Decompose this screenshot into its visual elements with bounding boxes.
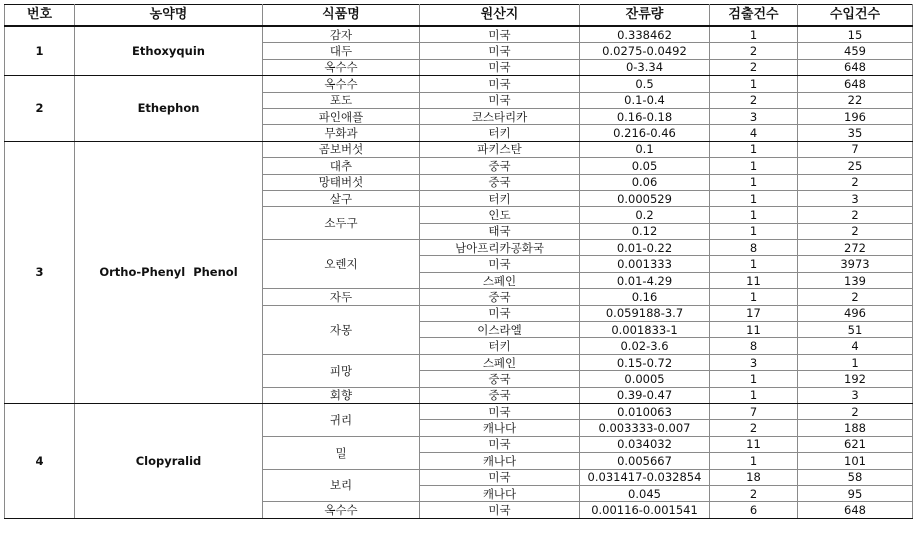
cell-food-name: 감자: [263, 26, 420, 43]
header-row: [5, 5, 913, 27]
cell-residue: 0.059188-3.7: [580, 305, 710, 321]
cell-origin: 스페인: [420, 272, 580, 288]
cell-detected-count: 1: [710, 207, 798, 223]
cell-detected-count: 11: [710, 322, 798, 338]
cell-detected-count: 7: [710, 403, 798, 419]
cell-import-count: 101: [798, 453, 913, 469]
cell-import-count: 58: [798, 469, 913, 485]
cell-origin: 미국: [420, 43, 580, 59]
cell-import-count: 139: [798, 272, 913, 288]
cell-pesticide-name: Clopyralid: [75, 403, 263, 518]
cell-residue: 0.01-0.22: [580, 240, 710, 256]
cell-residue: 0.15-0.72: [580, 354, 710, 370]
cell-residue: 0.031417-0.032854: [580, 469, 710, 485]
cell-import-count: 25: [798, 158, 913, 174]
cell-origin: 중국: [420, 158, 580, 174]
cell-import-count: 459: [798, 43, 913, 59]
cell-origin: 미국: [420, 26, 580, 43]
cell-food-name: 대두: [263, 43, 420, 59]
cell-residue: 0.5: [580, 76, 710, 92]
cell-origin: 캐나다: [420, 485, 580, 501]
cell-origin: 미국: [420, 436, 580, 452]
cell-residue: 0.1: [580, 141, 710, 157]
cell-origin: 중국: [420, 289, 580, 305]
cell-detected-count: 1: [710, 256, 798, 272]
cell-food-name: 망태버섯: [263, 174, 420, 190]
cell-food-name: 자몽: [263, 305, 420, 354]
cell-import-count: 648: [798, 76, 913, 92]
cell-residue: 0.02-3.6: [580, 338, 710, 354]
cell-detected-count: 2: [710, 485, 798, 501]
cell-import-count: 2: [798, 289, 913, 305]
cell-residue: 0.0005: [580, 371, 710, 387]
cell-food-name: 옥수수: [263, 59, 420, 75]
cell-residue: 0-3.34: [580, 59, 710, 75]
cell-detected-count: 1: [710, 141, 798, 157]
cell-origin: 중국: [420, 174, 580, 190]
cell-origin: 미국: [420, 403, 580, 419]
cell-origin: 터키: [420, 125, 580, 141]
cell-import-count: 1: [798, 354, 913, 370]
cell-food-name: 옥수수: [263, 76, 420, 92]
cell-import-count: 196: [798, 108, 913, 124]
cell-import-count: 648: [798, 59, 913, 75]
cell-import-count: 188: [798, 420, 913, 436]
cell-origin: 캐나다: [420, 453, 580, 469]
cell-number: 1: [5, 26, 75, 76]
cell-import-count: 2: [798, 403, 913, 419]
cell-residue: 0.00116-0.001541: [580, 502, 710, 518]
cell-food-name: 대추: [263, 158, 420, 174]
cell-import-count: 2: [798, 223, 913, 239]
cell-residue: 0.034032: [580, 436, 710, 452]
cell-residue: 0.216-0.46: [580, 125, 710, 141]
cell-origin: 미국: [420, 59, 580, 75]
cell-detected-count: 8: [710, 240, 798, 256]
cell-food-name: 곰보버섯: [263, 141, 420, 157]
cell-import-count: 51: [798, 322, 913, 338]
cell-detected-count: 1: [710, 289, 798, 305]
cell-detected-count: 2: [710, 420, 798, 436]
table-container: [4, 4, 913, 519]
cell-import-count: 4: [798, 338, 913, 354]
cell-detected-count: 2: [710, 59, 798, 75]
header-origin: 원산지: [420, 5, 580, 27]
cell-detected-count: 2: [710, 92, 798, 108]
cell-food-name: 소두구: [263, 207, 420, 240]
cell-detected-count: 1: [710, 371, 798, 387]
cell-food-name: 피망: [263, 354, 420, 387]
cell-food-name: 보리: [263, 469, 420, 502]
table-row: [5, 141, 913, 157]
cell-detected-count: 4: [710, 125, 798, 141]
cell-detected-count: 1: [710, 223, 798, 239]
cell-detected-count: 3: [710, 354, 798, 370]
cell-food-name: 밀: [263, 436, 420, 469]
cell-residue: 0.16-0.18: [580, 108, 710, 124]
cell-origin: 남아프리카공화국: [420, 240, 580, 256]
cell-origin: 태국: [420, 223, 580, 239]
cell-residue: 0.2: [580, 207, 710, 223]
cell-pesticide-name: Ethephon: [75, 76, 263, 142]
cell-pesticide-name: Ortho-Phenyl Phenol: [75, 141, 263, 403]
header-imported: 수입건수: [798, 5, 913, 27]
cell-origin: 미국: [420, 502, 580, 518]
cell-import-count: 496: [798, 305, 913, 321]
table-body: [5, 26, 913, 518]
cell-residue: 0.045: [580, 485, 710, 501]
cell-residue: 0.005667: [580, 453, 710, 469]
cell-food-name: 오렌지: [263, 240, 420, 289]
cell-number: 4: [5, 403, 75, 518]
cell-import-count: 2: [798, 207, 913, 223]
cell-detected-count: 11: [710, 272, 798, 288]
cell-residue: 0.05: [580, 158, 710, 174]
cell-detected-count: 17: [710, 305, 798, 321]
cell-origin: 중국: [420, 371, 580, 387]
pesticide-residue-table: [4, 4, 913, 519]
cell-residue: 0.0275-0.0492: [580, 43, 710, 59]
cell-detected-count: 1: [710, 453, 798, 469]
cell-origin: 코스타리카: [420, 108, 580, 124]
cell-residue: 0.06: [580, 174, 710, 190]
cell-residue: 0.001833-1: [580, 322, 710, 338]
cell-detected-count: 8: [710, 338, 798, 354]
cell-import-count: 272: [798, 240, 913, 256]
table-row: [5, 76, 913, 92]
cell-import-count: 621: [798, 436, 913, 452]
header-detected: 검출건수: [710, 5, 798, 27]
table-row: [5, 26, 913, 43]
table-row: [5, 403, 913, 419]
cell-number: 3: [5, 141, 75, 403]
cell-food-name: 옥수수: [263, 502, 420, 518]
cell-residue: 0.003333-0.007: [580, 420, 710, 436]
cell-detected-count: 1: [710, 174, 798, 190]
cell-detected-count: 6: [710, 502, 798, 518]
cell-residue: 0.010063: [580, 403, 710, 419]
cell-origin: 스페인: [420, 354, 580, 370]
cell-residue: 0.16: [580, 289, 710, 305]
cell-import-count: 15: [798, 26, 913, 43]
cell-detected-count: 11: [710, 436, 798, 452]
cell-residue: 0.338462: [580, 26, 710, 43]
cell-import-count: 648: [798, 502, 913, 518]
cell-number: 2: [5, 76, 75, 142]
cell-detected-count: 1: [710, 387, 798, 403]
header-food: 식품명: [263, 5, 420, 27]
cell-origin: 터키: [420, 190, 580, 206]
cell-import-count: 3973: [798, 256, 913, 272]
cell-food-name: 파인애플: [263, 108, 420, 124]
cell-food-name: 회향: [263, 387, 420, 403]
cell-origin: 중국: [420, 387, 580, 403]
cell-origin: 이스라엘: [420, 322, 580, 338]
cell-import-count: 192: [798, 371, 913, 387]
cell-food-name: 자두: [263, 289, 420, 305]
cell-origin: 미국: [420, 76, 580, 92]
cell-origin: 캐나다: [420, 420, 580, 436]
cell-food-name: 귀리: [263, 403, 420, 436]
cell-residue: 0.001333: [580, 256, 710, 272]
cell-origin: 파키스탄: [420, 141, 580, 157]
cell-import-count: 2: [798, 174, 913, 190]
cell-residue: 0.1-0.4: [580, 92, 710, 108]
cell-detected-count: 1: [710, 26, 798, 43]
cell-import-count: 3: [798, 190, 913, 206]
cell-origin: 미국: [420, 305, 580, 321]
cell-residue: 0.12: [580, 223, 710, 239]
header-pesticide: 농약명: [75, 5, 263, 27]
cell-origin: 미국: [420, 256, 580, 272]
cell-import-count: 95: [798, 485, 913, 501]
cell-import-count: 7: [798, 141, 913, 157]
cell-detected-count: 2: [710, 43, 798, 59]
cell-detected-count: 1: [710, 158, 798, 174]
cell-origin: 미국: [420, 469, 580, 485]
cell-detected-count: 18: [710, 469, 798, 485]
cell-residue: 0.000529: [580, 190, 710, 206]
cell-origin: 터키: [420, 338, 580, 354]
cell-residue: 0.01-4.29: [580, 272, 710, 288]
cell-residue: 0.39-0.47: [580, 387, 710, 403]
cell-import-count: 3: [798, 387, 913, 403]
cell-import-count: 35: [798, 125, 913, 141]
cell-detected-count: 3: [710, 108, 798, 124]
cell-origin: 인도: [420, 207, 580, 223]
header-no: 번호: [5, 5, 75, 27]
cell-food-name: 무화과: [263, 125, 420, 141]
cell-pesticide-name: Ethoxyquin: [75, 26, 263, 76]
cell-food-name: 살구: [263, 190, 420, 206]
cell-detected-count: 1: [710, 190, 798, 206]
cell-detected-count: 1: [710, 76, 798, 92]
header-residue: 잔류량: [580, 5, 710, 27]
cell-import-count: 22: [798, 92, 913, 108]
cell-food-name: 포도: [263, 92, 420, 108]
cell-origin: 미국: [420, 92, 580, 108]
